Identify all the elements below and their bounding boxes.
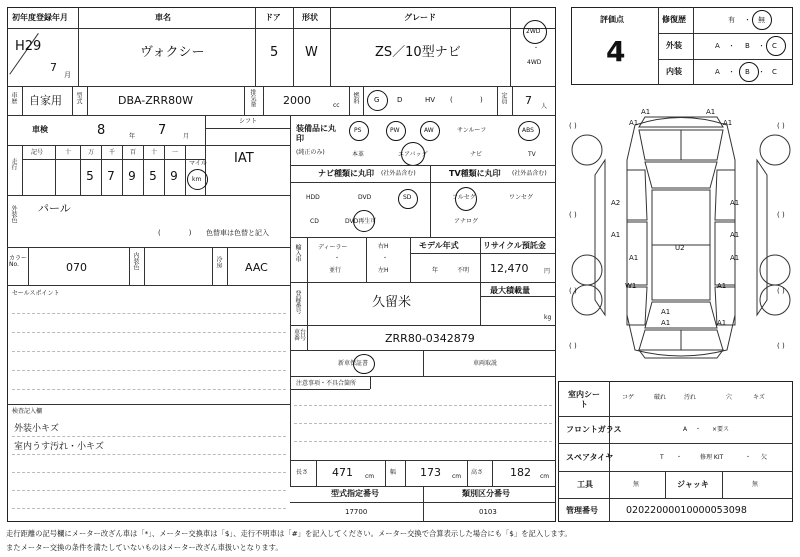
color-no: 070 [66, 261, 87, 274]
fuel-open: ( [450, 96, 453, 104]
height-unit: cm [540, 473, 550, 480]
equip-abs: ABS [522, 127, 534, 134]
registration-value: 久留米 [372, 295, 412, 310]
repair-none: 無 [758, 16, 765, 24]
ext-c: C [772, 42, 777, 50]
diagram-mark: A1 [730, 254, 740, 262]
diagram-mark: A1 [717, 319, 727, 327]
tv-fullseg: フルセグ [452, 194, 476, 201]
reg-year: H29 [15, 39, 42, 54]
mileage-unit-0: 十 [65, 149, 72, 156]
color-no-label: カラーNo. [9, 255, 28, 268]
diagram-mark: A1 [706, 108, 716, 116]
sales-point-label: セールスポイント [12, 290, 60, 297]
model-year-label: モデル年式 [419, 241, 459, 250]
svg-text:( ): ( ) [569, 211, 577, 219]
seat-dirt: 汚れ [684, 394, 697, 401]
equip-aw: AW [424, 127, 434, 134]
class-no: 0103 [479, 508, 497, 516]
svg-text:( ): ( ) [569, 122, 577, 130]
exterior-grade-label: 外装 [666, 41, 682, 50]
fuel-d: D [397, 96, 403, 104]
windshield-label: フロントガラス [566, 425, 622, 434]
navi-cd: CD [310, 218, 319, 225]
spare-kit: 修理 KIT [700, 454, 724, 461]
class-no-label: 類別区分番号 [462, 489, 510, 498]
score-label: 評価点 [600, 15, 624, 24]
max-load-unit: kg [544, 314, 552, 321]
exterior-color-paren: ( ) [158, 229, 192, 237]
diagram-mark: A1 [717, 282, 727, 290]
exterior-color-label: 外装色 [10, 205, 17, 223]
interior-grade-label: 内装 [666, 67, 682, 76]
equip-pw: PW [390, 127, 400, 134]
width-unit: cm [452, 473, 462, 480]
diagram-mark: A1 [611, 231, 621, 239]
reg-year-label: 初年度登録年月 [12, 13, 68, 22]
tv-analog: アナログ [454, 218, 479, 225]
inspection-year: 8 [97, 123, 106, 138]
model-type: DBA-ZRR80W [118, 94, 193, 107]
shift-value: IAT [234, 151, 254, 166]
exterior-color: パール [38, 202, 71, 215]
model-year-unit: 年 [432, 267, 439, 274]
int-b: B [745, 68, 750, 76]
doors: 5 [270, 45, 279, 60]
navi-sub: (社外品含む) [381, 170, 416, 177]
spare-tire-label: スペアタイヤ [566, 453, 614, 462]
navi-sd: SD [403, 194, 412, 201]
interior-seat-label: 室内シート [568, 390, 600, 410]
displacement: 2000 [283, 94, 311, 107]
import-sep: ・ [334, 255, 341, 262]
caution-label: 注意事項・不具合箇所 [296, 380, 357, 387]
equip-ps: PS [354, 127, 362, 134]
recycle-value: 12,470 [490, 262, 529, 275]
int-c: C [772, 68, 777, 76]
width-label: 幅 [390, 469, 397, 476]
repair-yes: 有 [728, 16, 735, 24]
mile-label: マイル [189, 160, 207, 167]
length-unit: cm [365, 473, 375, 480]
inspector-note-line: 外装小キズ [14, 424, 59, 434]
svg-text:( ): ( ) [777, 342, 785, 350]
displacement-unit: cc [333, 102, 340, 109]
tools-label: 工具 [577, 480, 593, 489]
model-no: 17700 [345, 508, 368, 516]
tv-label: TV種類に丸印 [449, 169, 501, 178]
height: 182 [510, 466, 531, 479]
exterior-color-note: 色替車は色替と記入 [206, 229, 269, 237]
inspection-month-unit: 月 [183, 133, 190, 140]
navi-dvd: DVD [358, 194, 372, 201]
drive-sep: ・ [533, 45, 540, 52]
doors-label: ドア [265, 13, 281, 22]
mileage-digit: 7 [107, 169, 115, 183]
windshield-a: A [683, 426, 688, 433]
ac-label: 冷房 [215, 256, 222, 268]
reg-month: 7 [50, 61, 57, 74]
import-label: 輸入車 [294, 244, 301, 262]
fuel-label: 燃料 [352, 92, 359, 104]
chassis-value: ZRR80-0342879 [385, 332, 475, 345]
capacity: 7 [525, 94, 532, 107]
footer-line2: またメーター交換の条件を満たしていないものはメーター改ざん車扱いとなります。 [6, 543, 283, 552]
registration-label: 登録番号 [294, 290, 301, 314]
diagram-mark: A1 [730, 199, 740, 207]
import-dealer: ディーラー [318, 244, 348, 251]
ext-b: B [745, 42, 750, 50]
navi-dvd-play: DVD再生可 [345, 218, 377, 225]
jack-value: 無 [752, 481, 759, 488]
mileage-digit: 5 [149, 169, 157, 183]
capacity-unit: 人 [541, 103, 548, 110]
svg-text:( ): ( ) [569, 342, 577, 350]
model-type-label: 型式 [75, 92, 82, 104]
mileage-unit-4: 十 [151, 149, 158, 156]
seat-hole: 穴 [726, 394, 733, 401]
tv-sub: (社外品含む) [512, 170, 547, 177]
length: 471 [332, 466, 353, 479]
interior-color-label: 内装色 [132, 252, 139, 270]
svg-text:( ): ( ) [777, 211, 785, 219]
model-name: ヴォクシー [140, 45, 205, 60]
ac-value: AAC [245, 261, 268, 274]
tv-oneseg: ワンセグ [509, 194, 534, 201]
equip-leather: 本革 [352, 151, 365, 158]
car-category: 自家用 [29, 94, 62, 107]
spare-sep2: ・ [745, 454, 752, 461]
repair-label: 修復歴 [662, 15, 686, 24]
management-value: 02022000010000053098 [626, 505, 747, 516]
km-label: km [192, 176, 202, 183]
int-sep1: ・ [728, 68, 735, 76]
import-parallel: 並行 [329, 267, 342, 274]
repair-sep: ・ [744, 16, 751, 24]
inspection-month: 7 [158, 123, 167, 138]
model-year-unknown: 不明 [457, 267, 470, 274]
model-no-label: 型式指定番号 [331, 489, 379, 498]
shape-label: 形状 [302, 13, 318, 22]
mileage-unit-3: 百 [130, 149, 137, 156]
footer-line1: 走行距離の記号欄にメーター改ざん車は「*」、メーター交換車は「$」、走行不明車は「#」を記入してください。メーター交換で合算表示した場合にも「$」を記入します。 [6, 529, 572, 538]
svg-text:( ): ( ) [777, 122, 785, 130]
import-right-h: 右H [378, 243, 389, 250]
mileage-unit-5: 一 [172, 149, 179, 156]
equip-tv: TV [528, 151, 536, 158]
tools-value: 無 [633, 481, 640, 488]
spare-t: T [660, 454, 664, 461]
seat-tear: 破れ [654, 394, 667, 401]
mileage-digit: 9 [170, 169, 178, 183]
max-load-label: 最大積載量 [490, 286, 530, 295]
int-sep2: ・ [758, 68, 765, 76]
inspector-notes-label: 検査記入欄 [12, 408, 43, 415]
svg-text:( ): ( ) [569, 287, 577, 295]
fuel-g: G [374, 96, 380, 104]
seat-burn: コゲ [622, 394, 635, 401]
mileage-unit-2: 千 [109, 149, 116, 156]
diagram-mark: A1 [641, 108, 651, 116]
diagram-mark: U2 [675, 244, 685, 252]
navi-hdd: HDD [306, 194, 320, 201]
jack-label: ジャッキ [677, 480, 709, 489]
diagram-mark: A1 [661, 319, 671, 327]
mileage-digit: 5 [86, 169, 94, 183]
width: 173 [420, 466, 441, 479]
chassis-label: 車台番号 [294, 329, 307, 342]
displacement-label: 排気量 [249, 89, 256, 107]
int-a: A [715, 68, 720, 76]
fuel-close: ) [480, 96, 483, 104]
equip-navi: ナビ [470, 151, 483, 158]
diagram-mark: A2 [611, 199, 621, 207]
mileage-label: 走行 [10, 158, 17, 170]
seat-scratch: キズ [753, 394, 765, 401]
height-label: 高さ [471, 469, 484, 476]
equip-airbag: エアバッグ [398, 151, 428, 158]
car-category-label: 車歴 [10, 92, 17, 104]
recycle-unit: 円 [544, 268, 551, 275]
length-label: 長さ [296, 469, 309, 476]
ext-sep2: ・ [758, 42, 765, 50]
management-label: 管理番号 [566, 506, 598, 515]
windshield-sep: ・ [695, 426, 702, 433]
ext-sep1: ・ [728, 42, 735, 50]
model-name-label: 車名 [155, 13, 171, 22]
equipment-label: 装備品に丸印 [296, 124, 336, 144]
svg-text:( ): ( ) [777, 287, 785, 295]
mileage-unit-1: 万 [88, 149, 95, 156]
warranty-manual: 車両取説 [473, 360, 498, 367]
drive-4wd: 4WD [527, 59, 542, 66]
inspection-label: 車検 [32, 125, 48, 134]
fuel-hv: HV [425, 96, 436, 104]
diagram-mark: A1 [730, 231, 740, 239]
mileage-symbol-label: 記号 [31, 149, 44, 156]
capacity-label: 定員 [500, 92, 507, 104]
ext-a: A [715, 42, 720, 50]
spare-sep1: ・ [676, 454, 683, 461]
windshield-repair: ×要ス [712, 426, 730, 433]
car-diagram [565, 100, 797, 375]
grade-label: グレード [404, 13, 436, 22]
score: 4 [606, 35, 626, 68]
warranty-new: 新車保証書 [338, 360, 369, 367]
diagram-mark: A1 [723, 119, 733, 127]
drive-2wd: 2WD [526, 28, 541, 35]
inspection-year-unit: 年 [129, 133, 136, 140]
recycle-label: リサイクル預託金 [483, 241, 546, 250]
equip-sunroof: サンルーフ [457, 127, 487, 134]
diagram-mark: A1 [661, 308, 671, 316]
inspector-note-line: 室内うす汚れ・小キズ [14, 442, 104, 452]
diagram-mark: A1 [629, 119, 639, 127]
import-left-h: 左H [378, 267, 389, 274]
shape: W [305, 45, 318, 60]
shift-label: シフト [239, 118, 258, 125]
reg-month-unit: 月 [64, 71, 71, 79]
diagram-mark: A1 [629, 254, 639, 262]
import-sep2: ・ [382, 255, 389, 262]
equipment-sub: (純正のみ) [296, 149, 325, 156]
grade: ZS／10型ナビ [375, 45, 461, 60]
navi-label: ナビ種類に丸印 [318, 169, 374, 178]
diagram-mark: W1 [625, 282, 637, 290]
spare-none: 欠 [761, 454, 768, 461]
mileage-digit: 9 [128, 169, 136, 183]
